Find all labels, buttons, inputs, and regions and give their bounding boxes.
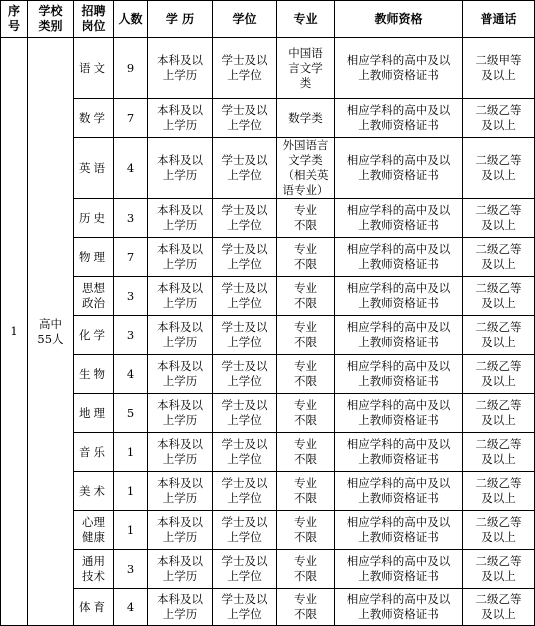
major-cell: 专业 不限 xyxy=(277,316,335,355)
degree-cell: 学士及以 上学位 xyxy=(213,394,277,433)
major-cell: 专业 不限 xyxy=(277,550,335,589)
post-cell: 英语 xyxy=(74,138,114,199)
education-cell: 本科及以 上学历 xyxy=(148,316,213,355)
table-row xyxy=(1,38,535,99)
mandarin-cell: 二级乙等 及以上 xyxy=(463,238,535,277)
mandarin-cell: 二级乙等 及以上 xyxy=(463,355,535,394)
degree-cell: 学士及以 上学位 xyxy=(213,472,277,511)
qualification-cell: 相应学科的高中及以 上教师资格证书 xyxy=(335,589,463,626)
header-major: 专业 xyxy=(277,1,335,38)
major-cell: 数学类 xyxy=(277,99,335,138)
mandarin-cell: 二级甲等 及以上 xyxy=(463,38,535,99)
table-row xyxy=(1,511,535,550)
education-cell: 本科及以 上学历 xyxy=(148,433,213,472)
table-row xyxy=(1,472,535,511)
degree-cell: 学士及以 上学位 xyxy=(213,99,277,138)
qualification-cell: 相应学科的高中及以 上教师资格证书 xyxy=(335,238,463,277)
post-cell: 生物 xyxy=(74,355,114,394)
post-cell: 地理 xyxy=(74,394,114,433)
mandarin-cell: 二级乙等 及以上 xyxy=(463,511,535,550)
major-cell: 专业 不限 xyxy=(277,277,335,316)
qualification-cell: 相应学科的高中及以 上教师资格证书 xyxy=(335,199,463,238)
education-cell: 本科及以 上学历 xyxy=(148,472,213,511)
count-cell: 7 xyxy=(114,99,148,138)
table-row xyxy=(1,316,535,355)
degree-cell: 学士及以 上学位 xyxy=(213,589,277,626)
qualification-cell: 相应学科的高中及以 上教师资格证书 xyxy=(335,472,463,511)
header-post: 招聘 岗位 xyxy=(74,1,114,38)
header-degree: 学位 xyxy=(213,1,277,38)
major-cell: 专业 不限 xyxy=(277,238,335,277)
mandarin-cell: 二级乙等 及以上 xyxy=(463,199,535,238)
education-cell: 本科及以 上学历 xyxy=(148,138,213,199)
header-row xyxy=(1,1,535,38)
post-cell: 体育 xyxy=(74,589,114,626)
major-cell: 专业 不限 xyxy=(277,589,335,626)
education-cell: 本科及以 上学历 xyxy=(148,99,213,138)
degree-cell: 学士及以 上学位 xyxy=(213,138,277,199)
post-cell: 历史 xyxy=(74,199,114,238)
degree-cell: 学士及以 上学位 xyxy=(213,433,277,472)
post-cell: 物理 xyxy=(74,238,114,277)
qualification-cell: 相应学科的高中及以 上教师资格证书 xyxy=(335,550,463,589)
education-cell: 本科及以 上学历 xyxy=(148,511,213,550)
count-cell: 3 xyxy=(114,316,148,355)
header-education: 学 历 xyxy=(148,1,213,38)
count-cell: 4 xyxy=(114,589,148,626)
education-cell: 本科及以 上学历 xyxy=(148,550,213,589)
mandarin-cell: 二级乙等 及以上 xyxy=(463,277,535,316)
mandarin-cell: 二级乙等 及以上 xyxy=(463,138,535,199)
major-cell: 专业 不限 xyxy=(277,433,335,472)
education-cell: 本科及以 上学历 xyxy=(148,589,213,626)
degree-cell: 学士及以 上学位 xyxy=(213,511,277,550)
degree-cell: 学士及以 上学位 xyxy=(213,277,277,316)
table-row xyxy=(1,99,535,138)
major-cell: 专业 不限 xyxy=(277,199,335,238)
qualification-cell: 相应学科的高中及以 上教师资格证书 xyxy=(335,511,463,550)
header-qualification: 教师资格 xyxy=(335,1,463,38)
qualification-cell: 相应学科的高中及以 上教师资格证书 xyxy=(335,433,463,472)
qualification-cell: 相应学科的高中及以 上教师资格证书 xyxy=(335,316,463,355)
mandarin-cell: 二级乙等 及以上 xyxy=(463,589,535,626)
table-body xyxy=(1,38,535,626)
degree-cell: 学士及以 上学位 xyxy=(213,355,277,394)
table-row xyxy=(1,394,535,433)
table-row xyxy=(1,550,535,589)
major-cell: 中国语 言文学 类 xyxy=(277,38,335,99)
education-cell: 本科及以 上学历 xyxy=(148,355,213,394)
post-cell: 思想 政治 xyxy=(74,277,114,316)
post-cell: 美术 xyxy=(74,472,114,511)
count-cell: 3 xyxy=(114,199,148,238)
mandarin-cell: 二级乙等 及以上 xyxy=(463,394,535,433)
table-row xyxy=(1,277,535,316)
count-cell: 7 xyxy=(114,238,148,277)
major-cell: 专业 不限 xyxy=(277,511,335,550)
seq-cell: 1 xyxy=(1,38,28,626)
degree-cell: 学士及以 上学位 xyxy=(213,38,277,99)
post-cell: 音乐 xyxy=(74,433,114,472)
major-cell: 专业 不限 xyxy=(277,394,335,433)
table-row xyxy=(1,238,535,277)
post-cell: 数学 xyxy=(74,99,114,138)
qualification-cell: 相应学科的高中及以 上教师资格证书 xyxy=(335,394,463,433)
school-type-cell: 高中 55人 xyxy=(28,38,74,626)
table-row xyxy=(1,433,535,472)
post-cell: 化学 xyxy=(74,316,114,355)
header-count: 人数 xyxy=(114,1,148,38)
count-cell: 3 xyxy=(114,277,148,316)
header-mandarin: 普通话 xyxy=(463,1,535,38)
mandarin-cell: 二级乙等 及以上 xyxy=(463,550,535,589)
header-seq: 序 号 xyxy=(1,1,28,38)
table-row xyxy=(1,199,535,238)
degree-cell: 学士及以 上学位 xyxy=(213,199,277,238)
education-cell: 本科及以 上学历 xyxy=(148,238,213,277)
table-row xyxy=(1,589,535,626)
qualification-cell: 相应学科的高中及以 上教师资格证书 xyxy=(335,99,463,138)
major-cell: 专业 不限 xyxy=(277,355,335,394)
count-cell: 1 xyxy=(114,433,148,472)
table-row xyxy=(1,355,535,394)
education-cell: 本科及以 上学历 xyxy=(148,394,213,433)
degree-cell: 学士及以 上学位 xyxy=(213,316,277,355)
major-cell: 外国语言 文学类 （相关英 语专业） xyxy=(277,138,335,199)
qualification-cell: 相应学科的高中及以 上教师资格证书 xyxy=(335,138,463,199)
header-school-type: 学校 类别 xyxy=(28,1,74,38)
mandarin-cell: 二级乙等 及以上 xyxy=(463,99,535,138)
qualification-cell: 相应学科的高中及以 上教师资格证书 xyxy=(335,355,463,394)
count-cell: 1 xyxy=(114,472,148,511)
count-cell: 5 xyxy=(114,394,148,433)
qualification-cell: 相应学科的高中及以 上教师资格证书 xyxy=(335,38,463,99)
count-cell: 4 xyxy=(114,138,148,199)
post-cell: 心理 健康 xyxy=(74,511,114,550)
post-cell: 语文 xyxy=(74,38,114,99)
qualification-cell: 相应学科的高中及以 上教师资格证书 xyxy=(335,277,463,316)
post-cell: 通用 技术 xyxy=(74,550,114,589)
count-cell: 3 xyxy=(114,550,148,589)
table-row xyxy=(1,138,535,199)
education-cell: 本科及以 上学历 xyxy=(148,277,213,316)
count-cell: 9 xyxy=(114,38,148,99)
major-cell: 专业 不限 xyxy=(277,472,335,511)
count-cell: 1 xyxy=(114,511,148,550)
mandarin-cell: 二级乙等 及以上 xyxy=(463,433,535,472)
mandarin-cell: 二级乙等 及以上 xyxy=(463,316,535,355)
count-cell: 4 xyxy=(114,355,148,394)
degree-cell: 学士及以 上学位 xyxy=(213,550,277,589)
education-cell: 本科及以 上学历 xyxy=(148,199,213,238)
degree-cell: 学士及以 上学位 xyxy=(213,238,277,277)
mandarin-cell: 二级乙等 及以上 xyxy=(463,472,535,511)
education-cell: 本科及以 上学历 xyxy=(148,38,213,99)
